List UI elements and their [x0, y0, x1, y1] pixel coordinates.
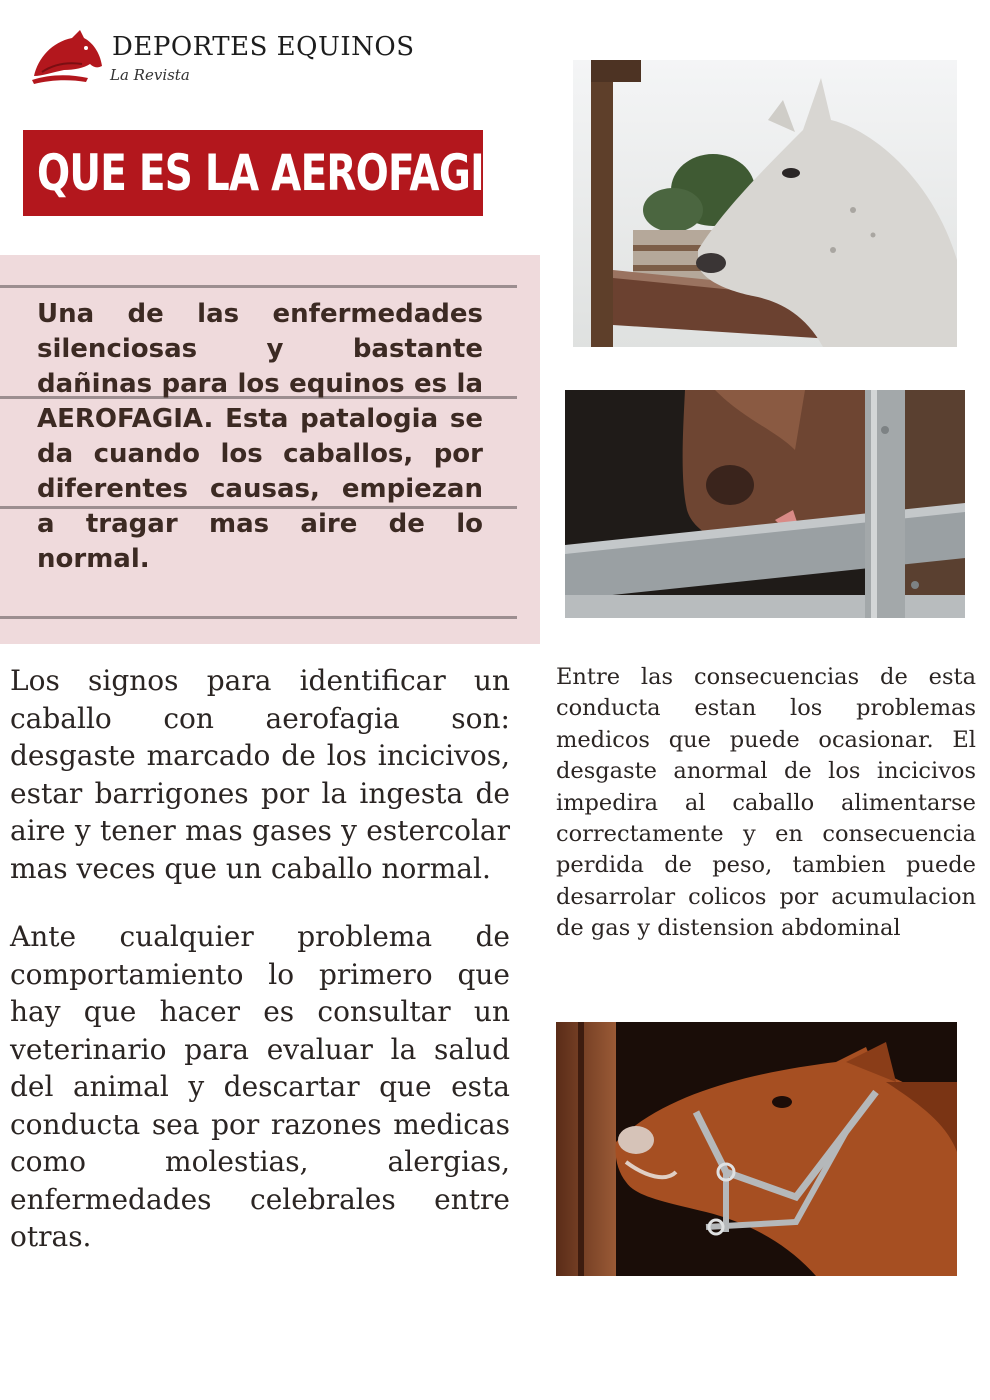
intro-text: Una de las enfermedades silenciosas y bastante dañinas para los equinos es la AEROFAGIA. Esta patalogia se da cuando los caballos, por diferentes causas, empiezan a tragar mas aire de lo normal.	[37, 299, 483, 574]
brand-name: DEPORTES EQUINOS	[112, 32, 415, 62]
left-column	[10, 662, 510, 1287]
page-title: QUE ES LA AEROFAGIA	[37, 144, 514, 202]
paragraph-advice: Ante cualquier problema de comportamiento lo primero que hay que hacer es consultar un veterinario para evaluar la salud del animal y descartar que esta conducta sea por razones medicas como molestias, alergias, enfermedades celebrales entre otras.	[10, 920, 510, 1253]
divider-line	[0, 285, 517, 288]
paragraph-consequences: Entre las consecuencias de esta conducta estan los problemas medicos que puede ocasionar. El desgaste anormal de los incicivos impedira al caballo alimentarse correctamente y en consecuencia perdida de peso, tambien puede desarrolar colicos por acumulacion de gas y distension abdominal	[556, 664, 976, 942]
divider-line	[0, 616, 517, 619]
brand-tagline: La Revista	[110, 66, 190, 84]
photo-chestnut-horse-halter	[556, 1022, 957, 1276]
photo-grey-horse	[573, 60, 957, 347]
photo-brown-horse-cribbing	[565, 390, 965, 618]
intro-box	[0, 255, 540, 644]
title-banner	[23, 130, 514, 216]
horse-head-logo-icon	[28, 28, 108, 88]
brand-logo	[28, 28, 428, 98]
paragraph-signs: Los signos para identificar un caballo con aerofagia son: desgaste marcado de los incicivos, estar barrigones por la ingesta de aire y tener mas gases y estercolar mas veces que un caballo normal.	[10, 664, 510, 885]
